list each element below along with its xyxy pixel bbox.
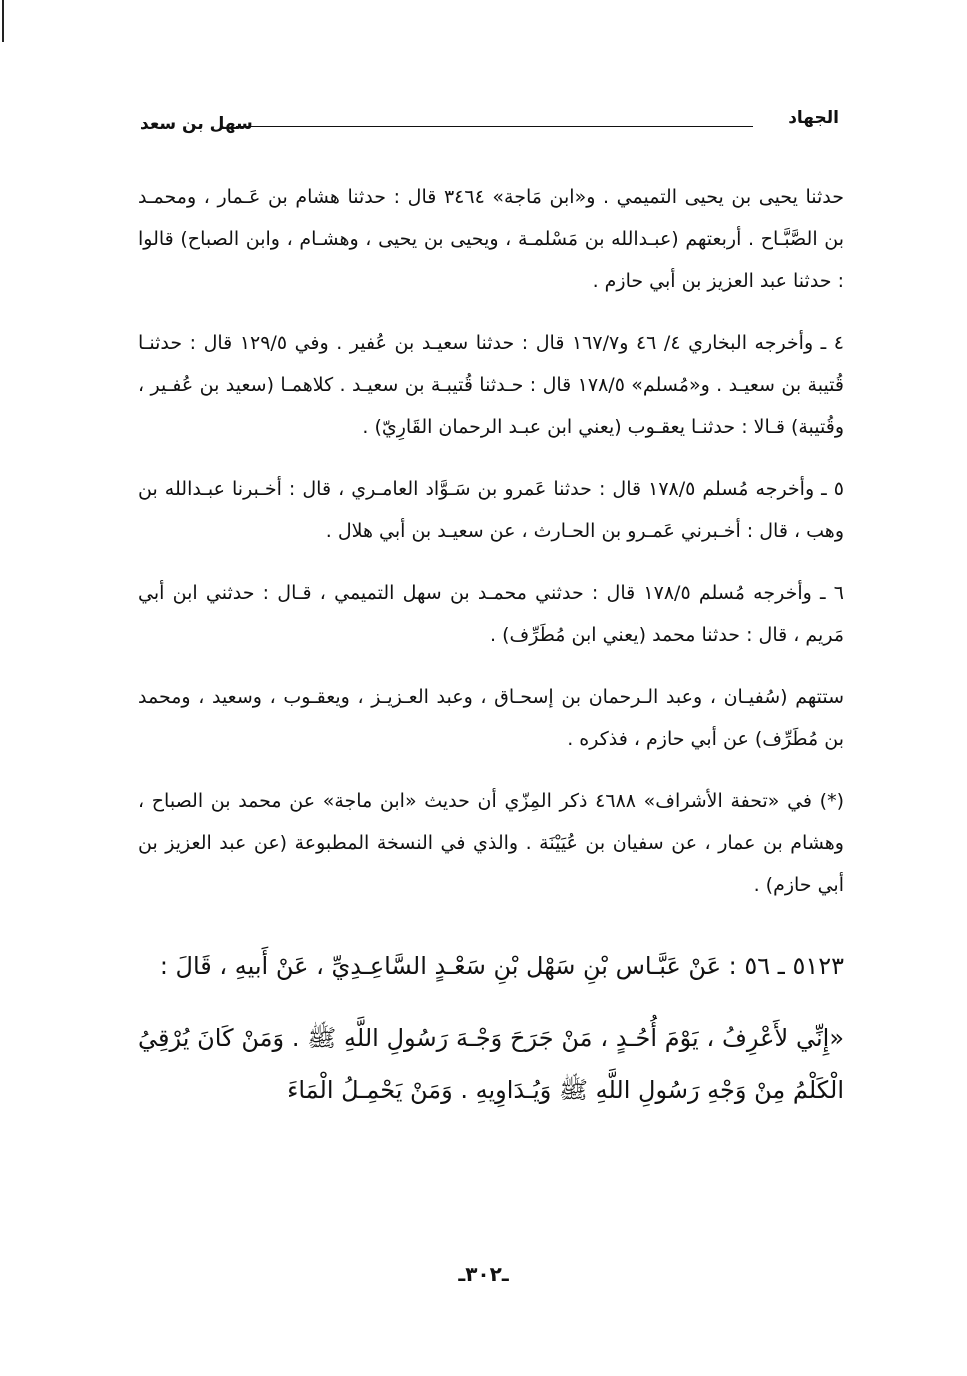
page-number: ـ٣٠٢ـ <box>458 1262 509 1286</box>
paragraph-takhrij-6: ٦ ـ وأخرجه مُسلم ١٧٨/٥ قال : حدثني محمـد بن سهل التميمي ، قـال : حدثني ابن أبي مَريم ، قال : حدثنا محمد (يعني ابن مُطَرِّف) . <box>138 582 844 646</box>
hadith-heading: ٥١٢٣ ـ ٥٦ : عَنْ عَبَّـاس بْنِ سَهْل بْنِ سَعْـدٍ السَّاعِـدِيِّ ، عَنْ أَبيهِ ، قَالَ : <box>159 952 844 980</box>
header-rule <box>236 126 753 127</box>
paragraph-footnote: (*) في «تحفة الأشراف» ٤٦٨٨ ذكر المِزّي أن حديث «ابن ماجة» عن محمد بن الصباح ، وهشام بن عمار ، عن سفيان بن عُيَيْنَة . والذي في النسخة المطبوعة (عن عبد العزيز بن أبي حازم) . <box>138 790 844 896</box>
header-chapter-title: الجهاد <box>788 108 839 128</box>
paragraph-summary: ستتهم (سُفيـان ، وعبد الـرحمان بن إسحـاق ، وعبد العـزيـز ، ويعقـوب ، وسعيد ، ومحمد بن مُطَرِّف) عن أبي حازم ، فذكره . <box>138 686 844 750</box>
paragraph-takhrij-5: ٥ ـ وأخرجه مُسلم ١٧٨/٥ قال : حدثنا عَمرو بن سَـوَّاد العامـري ، قال : أخـبرنا عبـدالله بن وهب ، قال : أخـبرني عَمـرو بن الحـارث ، عن سعيـد بن أبي هلال . <box>138 478 845 542</box>
page-body <box>138 176 844 1136</box>
paragraph-takhrij-4: ٤ ـ وأخرجه البخاري ٤/ ٤٦ و١٦٧/٧ قال : حدثنا سعيـد بن عُفير . وفي ١٢٩/٥ قال : حدثنـا قُتيبة بن سعيـد . و«مُسلم» ١٧٨/٥ قال : حـدثنا قُتيبـة بن سعيـد . كلاهمـا (سعيد بن عُفـير ، وقُتيبة) قـالا : حدثنـا يعقـوب (يعني ابن عبـد الرحمان القَارِيّ) . <box>138 332 845 438</box>
header-section-title: سهل بن سعد <box>140 114 253 134</box>
scan-edge-mark <box>2 0 4 42</box>
running-header <box>140 108 839 138</box>
paragraph-chain-continuation: حدثنا يحيى بن يحيى التميمي . و«ابن مَاجة» ٣٤٦٤ قال : حدثنا هشام بن عَـمار ، ومحمـد بن الصَّبَّـاح . أربعتهم (عبـدالله بن مَسْلمـة ، ويحيى بن يحيى ، وهشـام ، وابن الصباح) قالوا : حدثنا عبد العزيز بن أبي حازم . <box>138 186 845 292</box>
hadith-text: «إِنِّي لأَعْرِفُ ، يَوْمَ أُحُـدٍ ، مَنْ جَرَحَ وَجْـهَ رَسُولِ اللَّهِ ﷺ . وَمَنْ كَانَ يُرْقِيُ الْكَلْمُ مِنْ وَجْهِ رَسُولِ اللَّهِ ﷺ وَيُـدَاوِيهِ . وَمَنْ يَحْمِـلُ الْمَاءَ <box>138 1024 844 1104</box>
